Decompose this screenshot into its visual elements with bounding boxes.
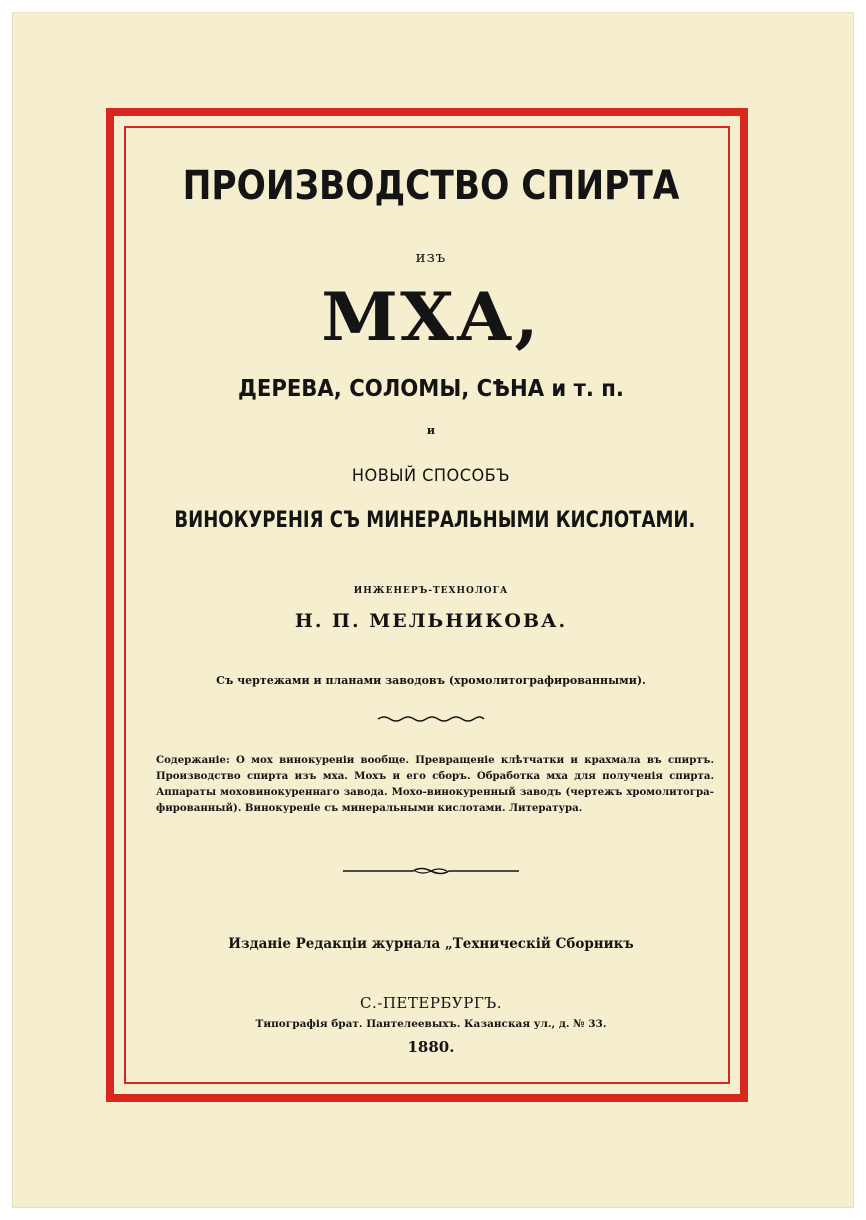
illustrations-note: Съ чертежами и планами заводовъ (хромолитографированными). [216, 674, 646, 687]
title-line-6: ВИНОКУРЕНІЯ СЪ МИНЕРАЛЬНЫМИ КИСЛОТАМИ. [174, 508, 696, 533]
year: 1880. [407, 1038, 455, 1056]
contents-line: Аппараты моховинокуреннаго завода. Мохо-винокуренный заводъ (чертежъ хромолитогра- [156, 786, 714, 798]
title-preposition-iz: изъ [415, 248, 447, 266]
title-line-3: ДЕРЕВА, СОЛОМЫ, СѢНА и т. п. [238, 376, 624, 402]
title-page-content [118, 118, 744, 1096]
city: С.-ПЕТЕРБУРГЪ. [360, 994, 502, 1012]
contents-paragraph [156, 752, 714, 816]
printer-line: Типографія брат. Пантелеевыхъ. Казанская ул., д. № 33. [255, 1018, 607, 1030]
title-conjunction: и [426, 424, 436, 437]
author-name: Н. П. МЕЛЬНИКОВА. [294, 610, 568, 632]
contents-line: Содержаніе: О мох винокуреніи вообще. Превращеніе клѣтчатки и крахмала въ спиртъ. [156, 754, 714, 766]
contents-line: фированный). Винокуреніе съ минеральными кислотами. Литература. [156, 802, 583, 814]
contents-line: Производство спирта изъ мха. Мохъ и его сборъ. Обработка мха для полученія спирта. [156, 770, 714, 782]
publisher-line: Изданіе Редакціи журнала „Техническій Сборникъ [228, 936, 634, 952]
title-mxa: МХА, [321, 278, 541, 356]
ornament-divider-large [118, 864, 744, 878]
title-line-5: НОВЫЙ СПОСОБЪ [351, 466, 511, 486]
ornament-divider-small [118, 714, 744, 724]
author-label: ИНЖЕНЕРЪ-ТЕХНОЛОГА [353, 586, 509, 596]
title-line-1: ПРОИЗВОДСТВО СПИРТА [182, 163, 680, 209]
